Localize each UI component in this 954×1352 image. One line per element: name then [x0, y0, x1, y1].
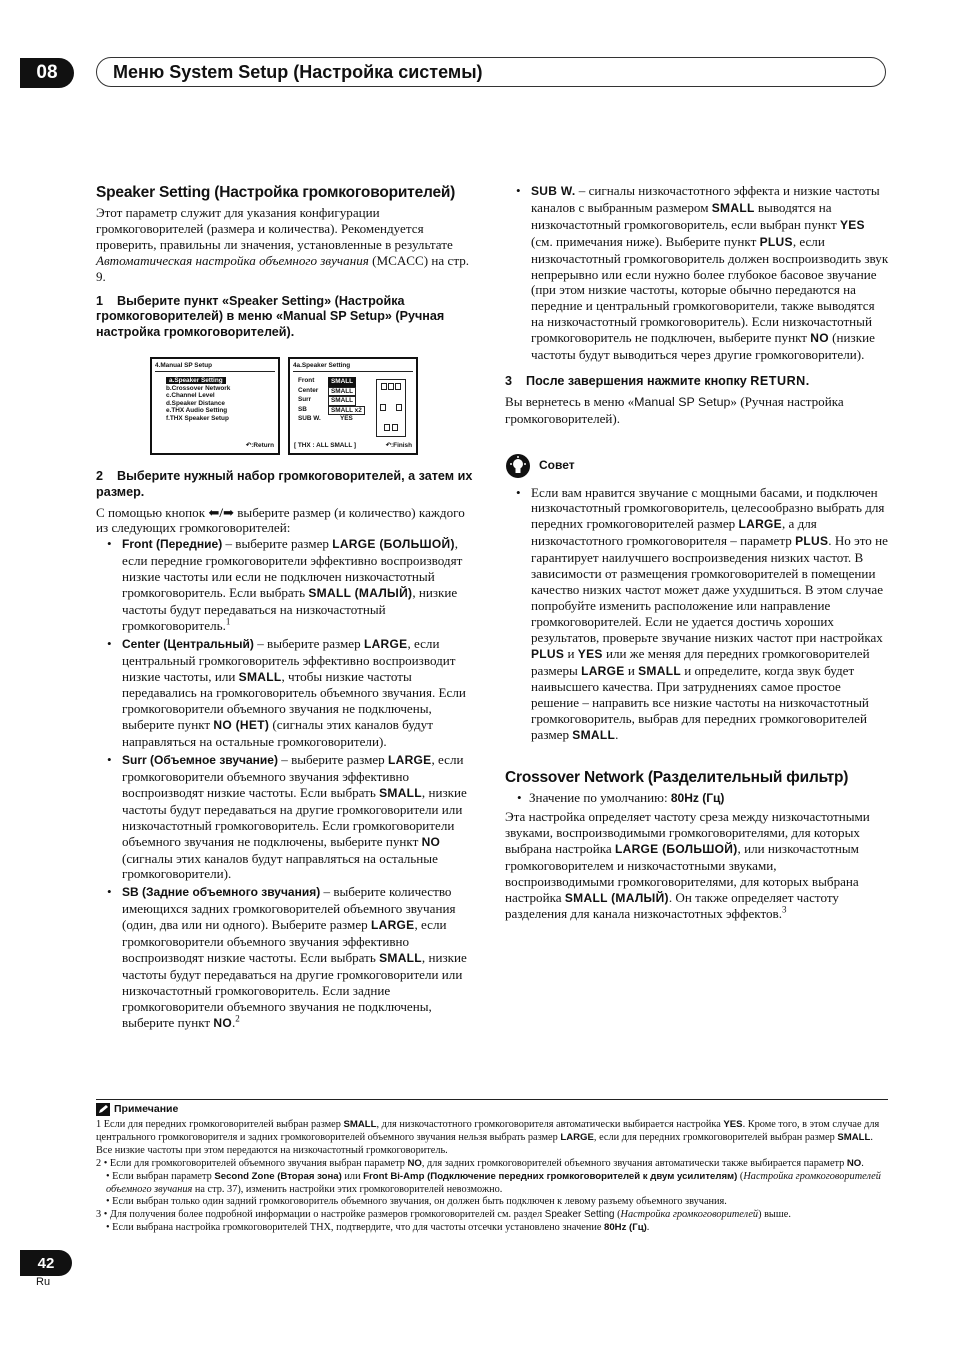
- tip-item: • Если вам нравится звучание с мощными басами, и подключен низкочастотный громкоговоритель, целесообразно выбрать для передних громкоговорителей размер LARGE, а для низкочастотного громкоговорителя – параметр PLUS. Но это не гарантирует наилучшего воспроизведения низких частот. В зависимости от размещения громкоговорителей в помещении качество низких частот может даже ухудшиться. В этом случае попробуйте изменить расположение или направление громкоговорителей. Если не удается достичь хороших результатов, проверьте звучание низких частот при настройках PLUS и YES или же меняя для передних громкоговорителей размеры LARGE и SMALL и определите, когда звук будет наивысшего качества. При затруднениях самое простое решение – направить все низкие частоты на низкочастотный громкоговоритель, выбрав для передних громкоговорителей размер SMALL.: [505, 485, 889, 745]
- note-2a: 2 • Если для громкоговорителей объемного звучания выбран параметр NO, для задних громкоговорителей объемного звучания автоматически также выбирается параметр NO.: [96, 1157, 864, 1169]
- list-item-subw: • SUB W. – сигналы низкочастотного эффекта и низкие частоты каналов с выбранным размером SMALL выводятся на низкочастотный громкоговоритель, если выбран пункт YES (см. примечания ниже). Выберите пункт PLUS, если низкочастотный громкоговоритель должен воспроизводить звук непрерывно или если нужно более глубокое басовое звучание (при этом низкие частоты, которые обычно передаются на передние и центральный громкоговорители, также выводятся на низкочастотный громкоговоритель). Если низкочастотный громкоговоритель не подключен, выберите пункт NO (низкие частоты будут выводиться через другие громкоговорители).: [505, 183, 889, 363]
- step-3-body: Вы вернетесь в меню «Manual SP Setup» (Ручная настройка громкоговорителей).: [505, 393, 844, 426]
- tip-label: Совет: [539, 457, 575, 472]
- chapter-title: Меню System Setup (Настройка системы): [96, 57, 886, 87]
- list-item-surr: • Surr (Объемное звучание) – выберите размер LARGE, если громкоговорители объемного звучания эффективно воспроизводят низкие частоты. Если выбрать SMALL, низкие частоты будут передаваться на другие громкоговорители или низкочастотный громкоговоритель. Если громкоговорители объемного звучания не подключены, выберите пункт NO (сигналы этих каналов будут направляться на остальные громкоговорители).: [96, 752, 480, 882]
- notes-header: Примечание: [96, 1103, 888, 1116]
- step-2-intro: С помощью кнопок ⬅/➡ выберите размер (и количество) каждого из следующих громкоговорителей:: [96, 504, 465, 536]
- tip-icon: [505, 453, 531, 479]
- step-2: 2 Выберите нужный набор громкоговорителей, а затем их размер.: [96, 468, 473, 499]
- osd-item-selected: a.Speaker Setting: [166, 377, 226, 384]
- note-3b: • Если выбрана настройка громкоговорителей THX, подтвердите, что для частоты отсечки установлено значение 80Hz (Гц).: [106, 1222, 650, 1234]
- note-3a: 3 • Для получения более подробной информации о настройке размеров громкоговорителей см. раздел Speaker Setting (Настройка громкоговорителей) выше.: [96, 1209, 791, 1221]
- return-icon: ↶: [245, 442, 252, 450]
- speaker-layout-icon: [376, 379, 406, 437]
- note-icon: [96, 1103, 110, 1116]
- speaker-list: [96, 536, 480, 1031]
- speaker-setting-intro: Этот параметр служит для указания конфигурации громкоговорителей (размера и количества). Рекомендуется проверить, правильны ли значения, установленные в результате Автоматическая настройка объемного звучания (MCACC) на стр. 9.: [96, 205, 470, 284]
- page-number: 42: [20, 1250, 72, 1276]
- osd-speaker-setting: 4a.Speaker Setting Front SMALL Center SMALL Surr SMALL SB SMALL x2 SUB W. YES [ THX : ALL SMALL ] ↶:Finish: [288, 357, 418, 455]
- right-column: [505, 183, 889, 922]
- list-item-center: • Center (Центральный) – выберите размер LARGE, если центральный громкоговоритель эффективно воспроизводит низкие частоты, или SMALL, чтобы низкие частоты передавались на громкоговоритель объемного звучания. Если громкоговорители объемного звучания не подключены, выберите пункт NO (НЕТ) (сигналы этих каналов будут направляться на остальные громкоговорители).: [96, 636, 480, 750]
- return-icon: ↶: [385, 442, 392, 450]
- speaker-setting-heading: Speaker Setting (Настройка громкоговорителей): [96, 184, 456, 201]
- osd-screens: [150, 357, 480, 455]
- left-column: [96, 183, 480, 1034]
- note-2c: • Если выбран только один задний громкоговоритель объемного звучания, он должен быть подключен к левому разъему объемного звучания.: [106, 1196, 727, 1208]
- tip-header: [505, 453, 889, 479]
- crossover-heading: Crossover Network (Разделительный фильтр): [505, 769, 849, 787]
- notes-section: [96, 1099, 888, 1235]
- list-item-sb: • SB (Задние объемного звучания) – выберите количество имеющихся задних громкоговорителей объемного звучания (один, два или ни одного). Выберите размер LARGE, если громкоговорители объемного звучания эффективно воспроизводят низкие частоты. Если выбрать SMALL, низкие частоты будут передаваться на другие громкоговорители или низкочастотный громкоговоритель. Если задние громкоговорители объемного звучания не подключены, выберите пункт NO.$^2$: [96, 884, 480, 1031]
- step-3: 3 После завершения нажмите кнопку RETURN.: [505, 373, 810, 388]
- tip-list: [505, 485, 889, 745]
- subw-list: [505, 183, 889, 363]
- crossover-body: Эта настройка определяет частоту среза между низкочастотными звуками, воспроизводимыми громкоговорителями, для которых выбрана настройка LARGE (БОЛЬШОЙ), или низкочастотным громкоговорителем и низкочастотными звуками, воспроизводимыми громкоговорителями, для которых выбрана настройка SMALL (МАЛЫЙ). Он также определяет частоту разделения для канала низкочастотных эффектов.$^3$: [505, 808, 870, 922]
- arrow-left-right-icon: ⬅/➡: [208, 504, 234, 520]
- step-1: 1 Выберите пункт «Speaker Setting» (Настройка громкоговорителей) в меню «Manual SP Setup» (Ручная настройка громкоговорителей).: [96, 293, 445, 340]
- note-1: 1 Если для передних громкоговорителей выбран размер SMALL, для низкочастотного громкоговорителя автоматически выбирается настройка YES. Кроме того, в этом случае для центрального громкоговорителя и задних громкоговорителей объемного звучания нельзя выбрать размер LARGE, если для передних громкоговорителей выбран размер SMALL. Все низкие частоты при этом передаются на низкочастотный громкоговоритель.: [96, 1119, 880, 1156]
- osd-manual-sp-setup: 4.Manual SP Setup a.Speaker Setting b.Crossover Network c.Channel Level d.Speaker Distance e.THX Audio Setting f.THX Speaker Setup ↶:Return: [150, 357, 280, 455]
- note-2b: • Если выбран параметр Second Zone (Вторая зона) или Front Bi-Amp (Подключение передних громкоговорителей к двум усилителям) (Настройка громкоговорителей объемного звучания на стр. 37), изменить настройки этих громкоговорителей невозможно.: [106, 1170, 881, 1195]
- list-item-front: • Front (Передние) – выберите размер LARGE (БОЛЬШОЙ), если передние громкоговорители эффективно воспроизводят низкие частоты или если не подключен низкочастотный громкоговоритель. Если выбрать SMALL (МАЛЫЙ), низкие частоты будут передаваться на низкочастотный громкоговоритель.$^1$: [96, 536, 480, 633]
- crossover-default: • Значение по умолчанию: 80Hz (Гц): [517, 790, 889, 807]
- chapter-number: 08: [20, 58, 74, 88]
- language-code: Ru: [36, 1276, 51, 1288]
